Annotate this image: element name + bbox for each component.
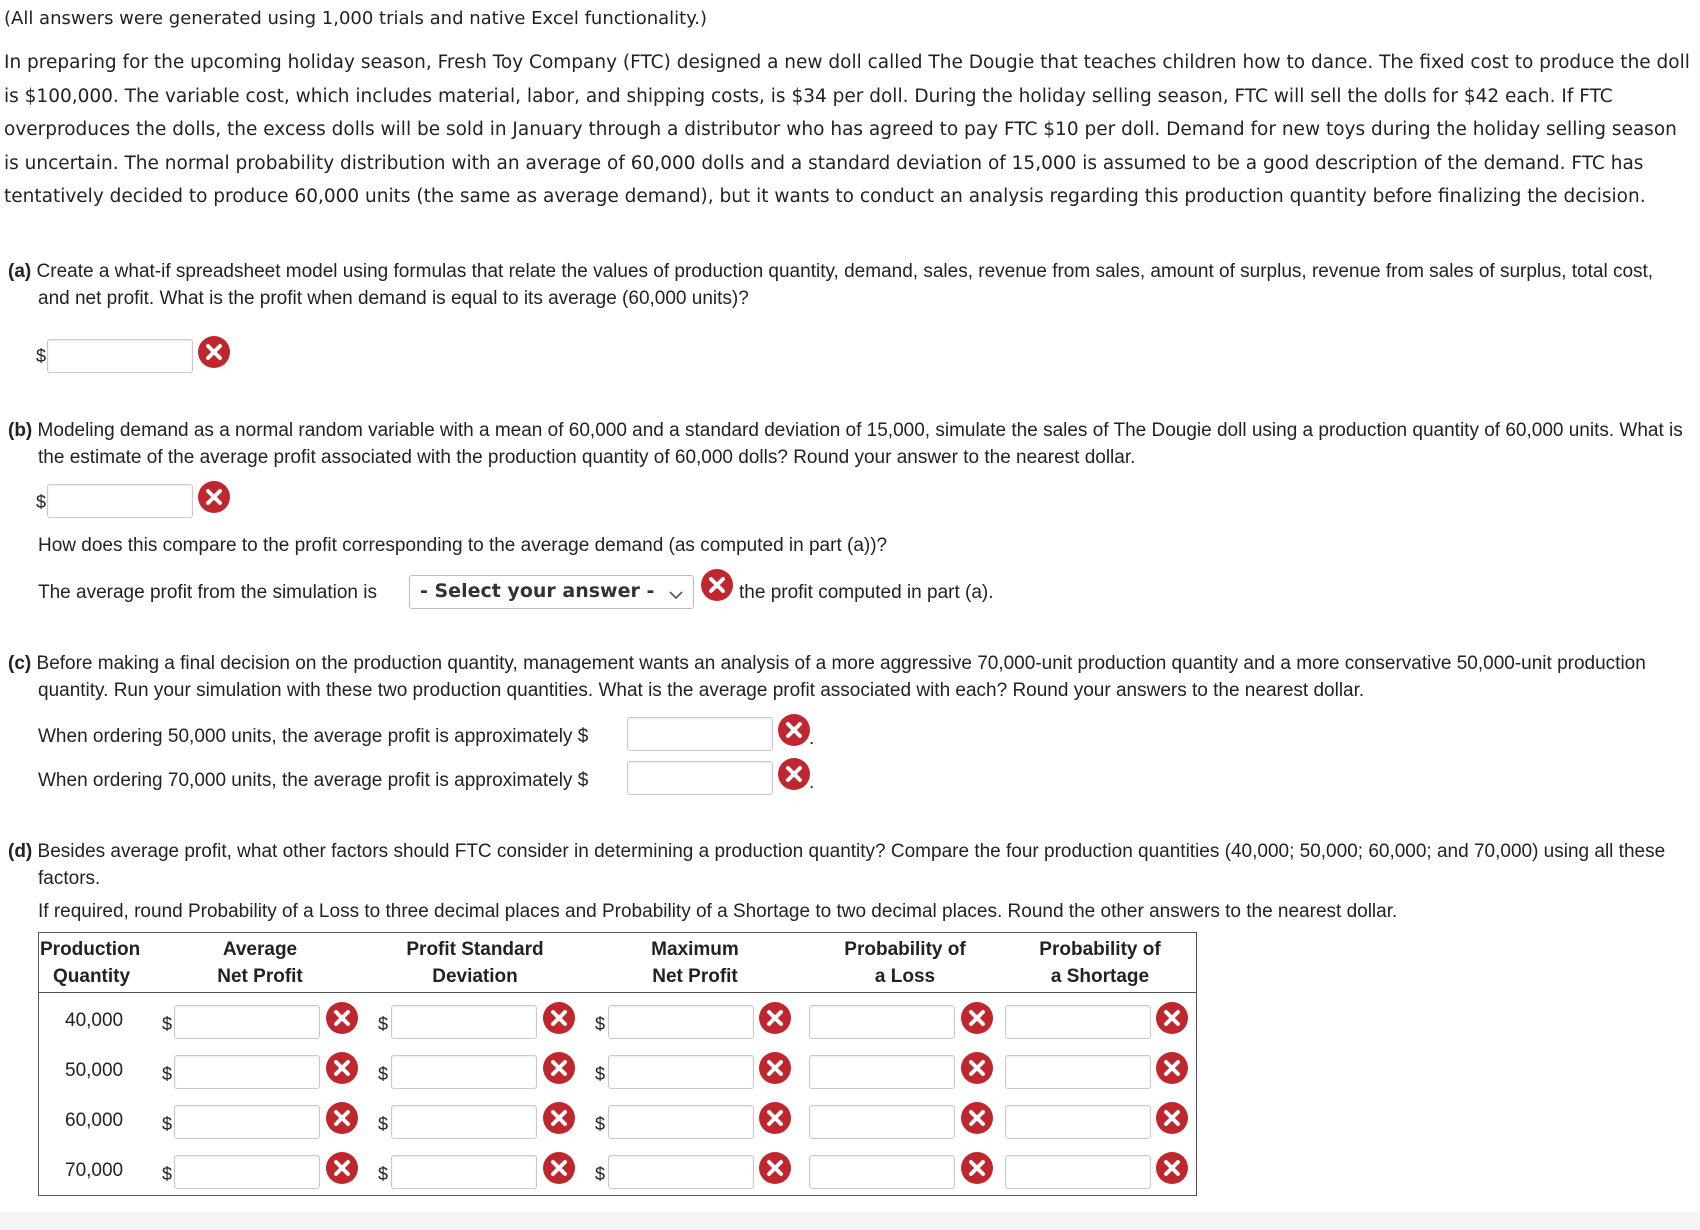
- incorrect-icon: [1155, 1101, 1189, 1135]
- prob-shortage-70000-input[interactable]: [1005, 1155, 1151, 1189]
- header-profit-std-dev: Profit Standard Deviation: [406, 939, 544, 987]
- prob-loss-40000-input[interactable]: [809, 1005, 955, 1039]
- incorrect-icon: [700, 568, 734, 602]
- row-quantity-40000: 40,000: [65, 1010, 124, 1031]
- header-average-net-profit: Average Net Profit: [217, 939, 303, 987]
- avg-profit-40000-input[interactable]: [174, 1005, 320, 1039]
- question-a: [8, 258, 1688, 312]
- std-dev-40000-input[interactable]: [391, 1005, 537, 1039]
- currency-symbol: $: [595, 1014, 606, 1034]
- avg-profit-70000-input[interactable]: [174, 1155, 320, 1189]
- answer-a-input[interactable]: [47, 339, 193, 373]
- currency-symbol: $: [378, 1164, 389, 1184]
- question-b: [8, 417, 1688, 471]
- incorrect-icon: [777, 713, 811, 747]
- question-a-text: Create a what-if spreadsheet model using formulas that relate the values of production quantity, demand, sales, revenue from sales, amount of surplus, revenue from sales of surplus, total cost, and net profit. What is the profit when demand is equal to its average (60,000 units)?: [36, 261, 1654, 309]
- max-profit-60000-input[interactable]: [608, 1105, 754, 1139]
- incorrect-icon: [960, 1151, 994, 1185]
- answer-b-input[interactable]: [47, 484, 193, 518]
- currency-symbol: $: [378, 1064, 389, 1084]
- trials-note: (All answers were generated using 1,000 trials and native Excel functionality.): [4, 8, 708, 29]
- currency-symbol: $: [378, 1014, 389, 1034]
- incorrect-icon: [325, 1051, 359, 1085]
- incorrect-icon: [758, 1101, 792, 1135]
- compare-prefix: The average profit from the simulation is: [38, 582, 377, 603]
- row-quantity-60000: 60,000: [65, 1110, 124, 1131]
- incorrect-icon: [325, 1001, 359, 1035]
- incorrect-icon: [1155, 1051, 1189, 1085]
- order-70000-label: When ordering 70,000 units, the average profit is approximately $: [38, 770, 589, 791]
- question-c-text: Before making a final decision on the production quantity, management wants an analysis of a more aggressive 70,000-unit production quantity and a more conservative 50,000-unit production quantity. Run your simulation with these two production quantities. What is the average profit associated with each? Round your answers to the nearest dollar.: [36, 653, 1646, 701]
- period: .: [809, 728, 815, 749]
- incorrect-icon: [197, 335, 231, 369]
- row-quantity-70000: 70,000: [65, 1160, 124, 1181]
- row-quantity-50000: 50,000: [65, 1060, 124, 1081]
- question-d: [8, 838, 1688, 892]
- compare-select[interactable]: [409, 575, 694, 609]
- answer-c2-input[interactable]: [627, 761, 773, 795]
- incorrect-icon: [325, 1151, 359, 1185]
- prob-loss-60000-input[interactable]: [809, 1105, 955, 1139]
- incorrect-icon: [1155, 1151, 1189, 1185]
- currency-symbol: $: [36, 346, 47, 366]
- header-probability-shortage: Probability of a Shortage: [1039, 939, 1161, 987]
- question-d-text: Besides average profit, what other factors should FTC consider in determining a production quantity? Compare the four production quantities (40,000; 50,000; 60,000; and 70,000) using all these factors.: [37, 841, 1666, 889]
- currency-symbol: $: [378, 1114, 389, 1134]
- incorrect-icon: [758, 1001, 792, 1035]
- problem-intro: In preparing for the upcoming holiday season, Fresh Toy Company (FTC) designed a new doll called The Dougie that teaches children how to dance. The fixed cost to produce the doll is $100,000. The variable cost, which includes material, labor, and shipping costs, is $34 per doll. During the holiday selling season, FTC will sell the dolls for $42 each. If FTC overproduces the dolls, the excess dolls will be sold in January through a distributor who has agreed to pay FTC $10 per doll. Demand for new toys during the holiday selling season is uncertain. The normal probability distribution with an average of 60,000 dolls and a standard deviation of 15,000 is assumed to be a good description of the demand. FTC has tentatively decided to produce 60,000 units (the same as average demand), but it wants to conduct an analysis regarding this production quantity before finalizing the decision.: [4, 52, 1690, 208]
- incorrect-icon: [325, 1101, 359, 1135]
- period: .: [809, 772, 815, 793]
- incorrect-icon: [777, 757, 811, 791]
- currency-symbol: $: [162, 1164, 173, 1184]
- order-50000-label: When ordering 50,000 units, the average profit is approximately $: [38, 726, 589, 747]
- answer-c1-input[interactable]: [627, 717, 773, 751]
- currency-symbol: $: [162, 1114, 173, 1134]
- prob-loss-70000-input[interactable]: [809, 1155, 955, 1189]
- question-c: [8, 650, 1688, 704]
- incorrect-icon: [542, 1101, 576, 1135]
- avg-profit-60000-input[interactable]: [174, 1105, 320, 1139]
- question-c-label: (c): [8, 653, 32, 674]
- currency-symbol: $: [595, 1164, 606, 1184]
- incorrect-icon: [960, 1101, 994, 1135]
- prob-shortage-60000-input[interactable]: [1005, 1105, 1151, 1139]
- table-header-divider: [38, 992, 1197, 993]
- compare-question: How does this compare to the profit corresponding to the average demand (as computed in part (a))?: [38, 535, 888, 556]
- header-maximum-net-profit: Maximum Net Profit: [651, 939, 739, 987]
- prob-loss-50000-input[interactable]: [809, 1055, 955, 1089]
- avg-profit-50000-input[interactable]: [174, 1055, 320, 1089]
- currency-symbol: $: [162, 1064, 173, 1084]
- chevron-down-icon: [669, 585, 683, 599]
- incorrect-icon: [758, 1151, 792, 1185]
- max-profit-70000-input[interactable]: [608, 1155, 754, 1189]
- currency-symbol: $: [36, 492, 47, 512]
- compare-suffix: the profit computed in part (a).: [739, 582, 994, 603]
- incorrect-icon: [960, 1001, 994, 1035]
- question-b-label: (b): [8, 420, 33, 441]
- page-bottom-strip: [0, 1212, 1700, 1230]
- incorrect-icon: [542, 1151, 576, 1185]
- currency-symbol: $: [595, 1064, 606, 1084]
- incorrect-icon: [197, 480, 231, 514]
- header-probability-loss: Probability of a Loss: [844, 939, 966, 987]
- std-dev-70000-input[interactable]: [391, 1155, 537, 1189]
- question-b-text: Modeling demand as a normal random variable with a mean of 60,000 and a standard deviation of 15,000, simulate the sales of The Dougie doll using a production quantity of 60,000 units. What is the estimate of the average profit associated with the production quantity of 60,000 dolls? Round your answer to the nearest dollar.: [37, 420, 1683, 468]
- max-profit-40000-input[interactable]: [608, 1005, 754, 1039]
- currency-symbol: $: [162, 1014, 173, 1034]
- incorrect-icon: [542, 1051, 576, 1085]
- incorrect-icon: [1155, 1001, 1189, 1035]
- currency-symbol: $: [595, 1114, 606, 1134]
- prob-shortage-50000-input[interactable]: [1005, 1055, 1151, 1089]
- question-a-label: (a): [8, 261, 32, 282]
- max-profit-50000-input[interactable]: [608, 1055, 754, 1089]
- incorrect-icon: [960, 1051, 994, 1085]
- header-production-quantity: Production Quantity: [40, 939, 141, 987]
- question-d-label: (d): [8, 841, 33, 862]
- incorrect-icon: [542, 1001, 576, 1035]
- prob-shortage-40000-input[interactable]: [1005, 1005, 1151, 1039]
- std-dev-50000-input[interactable]: [391, 1055, 537, 1089]
- std-dev-60000-input[interactable]: [391, 1105, 537, 1139]
- incorrect-icon: [758, 1051, 792, 1085]
- rounding-instructions: If required, round Probability of a Loss to three decimal places and Probability of a Shortage to two decimal places. Round the other answers to the nearest dollar.: [38, 901, 1398, 922]
- compare-select-value: - Select your answer -: [420, 580, 655, 602]
